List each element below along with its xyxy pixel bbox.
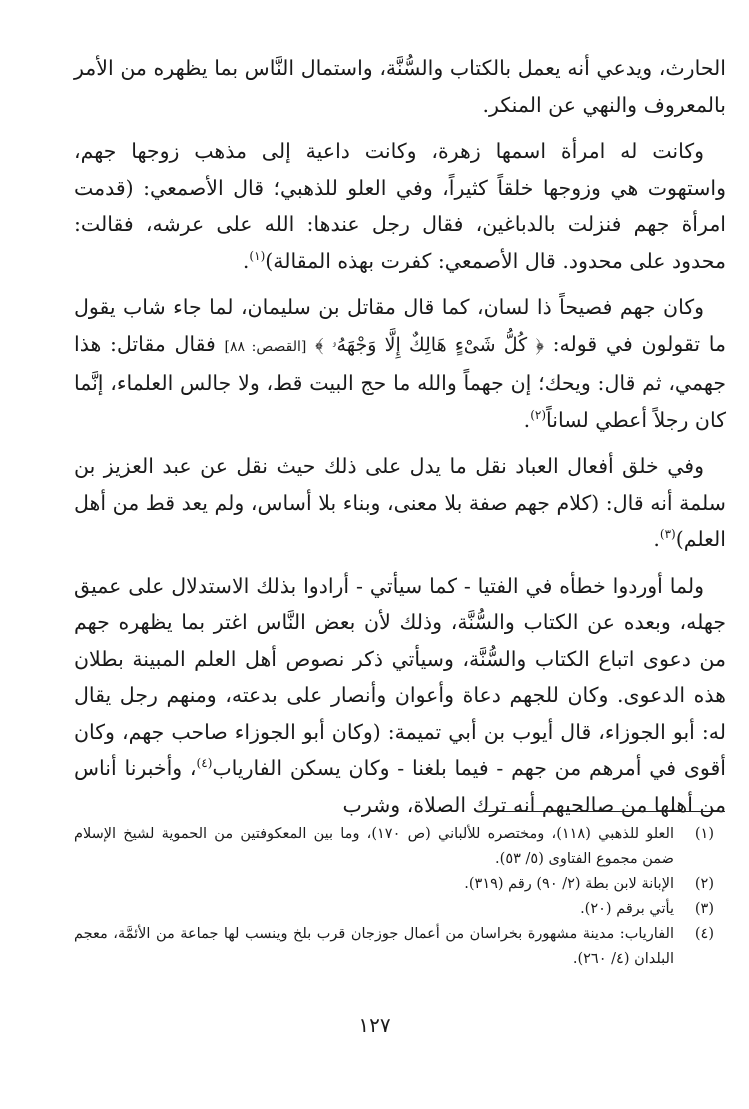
surah-reference: [القصص: ٨٨] [224,338,307,355]
paragraph-2 [74,133,726,279]
paragraph-3-text-a: وكان جهم فصيحاً ذا لسان، كما قال مقاتل بن سليمان، لما جاء شاب يقول ما تقولون في قوله: [74,295,726,356]
footnote-number: (٣) [694,901,714,917]
footnote-number: (٢) [694,876,714,892]
footnote-text: الإبانة لابن بطة (٢/ ٩٠) رقم (٣١٩). [464,876,674,892]
paragraph-4-tail: . [653,527,660,551]
paragraph-1 [74,50,726,123]
footnote-ref-4[interactable]: (٤) [196,756,213,771]
footnote-number: (٤) [694,926,714,942]
page-number: ١٢٧ [358,1013,391,1037]
paragraph-2-tail: . [242,248,250,273]
footnote-separator [477,811,725,812]
footnote-4 [74,922,726,972]
paragraph-1-text: الحارث، ويدعي أنه يعمل بالكتاب والسُّنَّة، واستمال النَّاس بما يظهره من الأمر بالمعروف والنهي عن المنكر. [74,56,726,117]
footnote-text: يأتي برقم (٢٠). [580,901,674,917]
footnote-text: العلو للذهبي (١١٨)، ومختصره للألباني (ص ١٧٠)، وما بين المعكوفتين من الحموية لشيخ الإسلام ضمن مجموع الفتاوى (٥/ ٥٣). [74,826,674,867]
paragraph-5-text: ولما أوردوا خطأه في الفتيا - كما سيأتي - أرادوا بذلك الاستدلال على عميق جهله، وبعده عن الكتاب والسُّنَّة، وذلك لأن بعض النَّاس اغتر بما يظهره جهم من دعوى اتباع الكتاب والسُّنَّة، وسيأتي ذكر نصوص أهل العلم المبينة بطلان هذه الدعوى. وكان للجهم دعاة وأعوان وأنصار على بدعته، ومنهم رجل يقال له: أبو الجوزاء، قال أيوب بن أبي تميمة: (وكان أبو الجوزاء صاحب جهم، وكان أقوى في أمرهم من جهم - فيما بلغنا - وكان يسكن الفارياب [74,573,726,780]
footnote-number: (١) [694,826,714,842]
footnote-text: الفارياب: مدينة مشهورة بخراسان من أعمال جوزجان قرب بلخ وينسب لها جماعة من الأئمَّة، معجم البلدان (٤/ ٢٦٠). [74,926,674,967]
footnote-ref-1[interactable]: (١) [249,248,266,263]
footnote-3 [74,897,726,922]
paragraph-3-tail: . [523,407,531,432]
paragraph-3 [74,289,726,438]
footnote-ref-3[interactable]: (٣) [659,527,676,542]
quran-verse: ﴿ كُلُّ شَىْءٍ هَالِكٌ إِلَّا وَجْهَهُۥ ﴾ [315,333,544,356]
footnote-1 [74,822,726,872]
footnote-ref-2[interactable]: (٢) [530,407,547,422]
paragraph-5-tail: ، وأخبرنا أناس من أهلها من صالحيهم أنه ترك الصلاة، وشرب [74,756,726,817]
paragraph-3-text-b: فقال مقاتل: هذا جهمي، ثم قال: ويحك؛ إن جهماً والله ما حج البيت قط، ولا جالس العلماء، إنَّما كان رجلاً أعطي لساناً [74,331,726,432]
paragraph-4 [74,448,726,558]
paragraph-4-text: وفي خلق أفعال العباد نقل ما يدل على ذلك حيث نقل عن عبد العزيز بن سلمة أنه قال: (كلام جهم صفة بلا معنى، وبناء بلا أساس، ولم يعد قط من أهل العلم) [74,454,726,551]
paragraph-2-text: وكانت له امرأة اسمها زهرة، وكانت داعية إلى مذهب زوجها جهم، واستهوت هي وزوجها خلقاً كثيراً، وفي العلو للذهبي؛ قال الأصمعي: (قدمت امرأة جهم فنزلت بالدباغين، فقال رجل عندها: الله على عرشه، فقالت: محدود على محدود. قال الأصمعي: كفرت بهذه المقالة) [74,139,726,273]
footnotes [74,822,726,972]
paragraph-5 [74,568,726,824]
footnote-2 [74,872,726,897]
main-text [74,50,726,833]
